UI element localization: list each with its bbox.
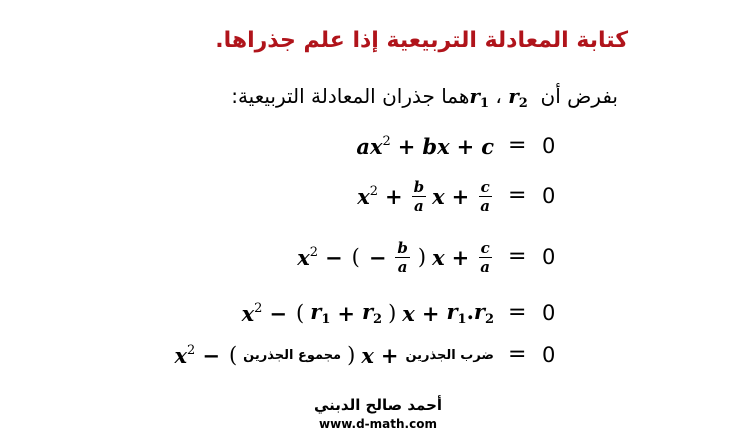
sum-of-roots-label: مجموع الجذرين	[243, 347, 342, 363]
roots-notation	[469, 84, 534, 111]
equation-5-lhs: $x^2$ − ( مجموع الجذرين ) x + ضرب الجذرين	[174, 342, 494, 368]
root-r2: $r_2$	[508, 84, 528, 111]
equals-sign: =	[508, 244, 527, 269]
equals-sign: =	[508, 342, 527, 367]
equation-1-lhs: $ax^2$ + bx + c	[356, 133, 494, 159]
intro-prefix: بفرض أن	[540, 84, 618, 108]
rhs-zero: 0	[542, 184, 556, 208]
rhs-zero: 0	[542, 343, 556, 367]
product-of-roots-label: ضرب الجذرين	[405, 347, 494, 363]
fraction-b-over-a: $\frac{b}{a}$	[397, 238, 408, 276]
equation-5	[0, 335, 756, 375]
equals-sign: =	[508, 133, 527, 158]
equation-3-lhs: $x^2$ − ( − $\frac{b}{a}$ ) x + $\frac{c}{a}$	[297, 238, 490, 276]
root-r1: $r_1$	[469, 84, 489, 111]
intro-suffix: هما جذران المعادلة التربيعية:	[231, 84, 470, 108]
website-link[interactable]: www.d-math.com	[319, 417, 437, 431]
page-title: كتابة المعادلة التربيعية إذا علم جذراها.	[215, 28, 628, 53]
roots-separator: ،	[495, 84, 502, 108]
fraction-c-over-a: $\frac{c}{a}$	[480, 238, 490, 276]
equation-4-lhs: $x^2$ − ( $r_1$ + $r_2$ ) x + $r_1.r_2$	[241, 299, 494, 327]
equation-4	[0, 293, 756, 333]
intro-text	[58, 78, 618, 122]
equals-sign: =	[508, 300, 527, 325]
fraction-c-over-a: $\frac{c}{a}$	[480, 177, 490, 215]
rhs-zero: 0	[542, 245, 556, 269]
equation-2	[0, 176, 756, 216]
rhs-zero: 0	[542, 301, 556, 325]
equation-3	[0, 237, 756, 277]
equation-2-lhs: $x^2$ + $\frac{b}{a}$ x + $\frac{c}{a}$	[357, 177, 490, 215]
fraction-b-over-a: $\frac{b}{a}$	[413, 177, 425, 215]
rhs-zero: 0	[542, 134, 556, 158]
equals-sign: =	[508, 183, 527, 208]
author-name: أحمد صالح الدبني	[313, 396, 443, 414]
equation-1	[0, 126, 756, 166]
